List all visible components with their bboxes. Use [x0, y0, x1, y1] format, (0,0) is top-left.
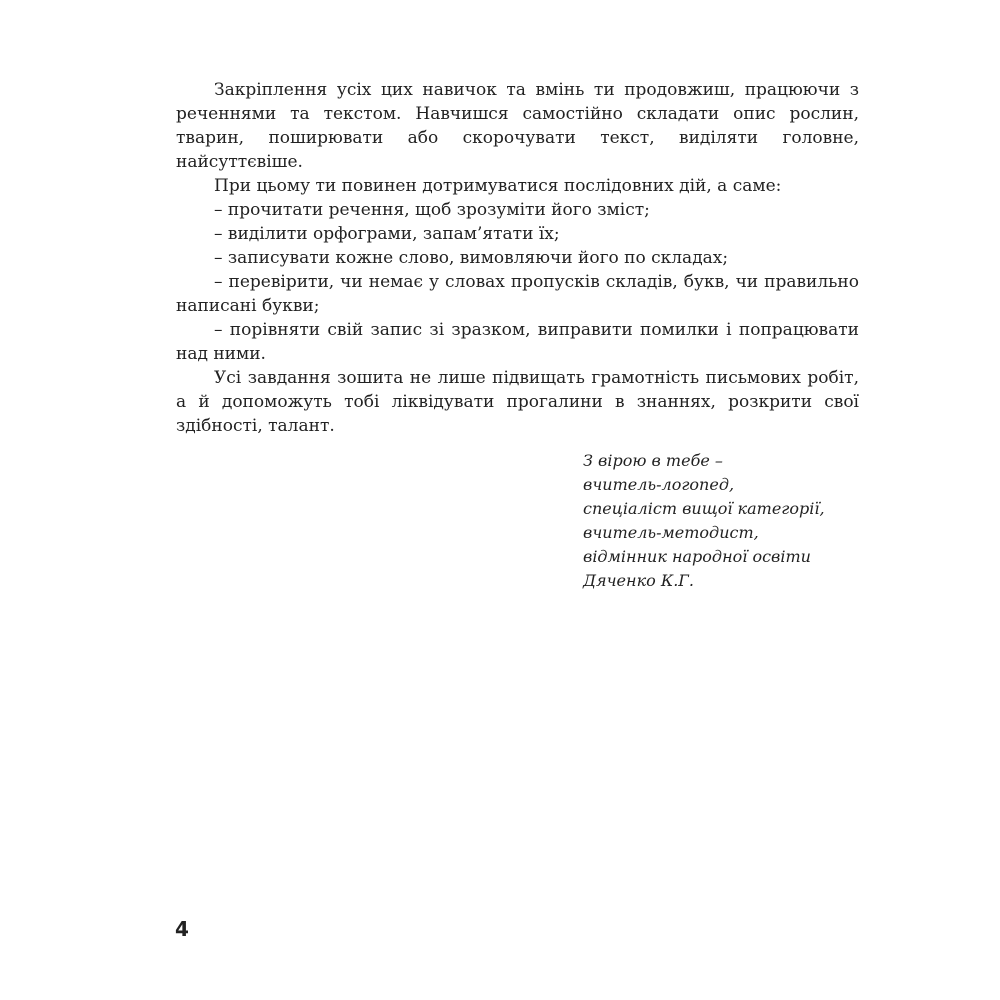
step-item: – перевірити, чи немає у словах пропусків складів, букв, чи правильно написані букви;	[176, 272, 859, 316]
signature-line: відмінник народної освіти	[583, 547, 811, 566]
signature-line: вчитель-логопед,	[583, 475, 735, 494]
signature-line: спеціаліст вищої категорії,	[583, 499, 825, 518]
signature-line: вчитель-методист,	[583, 523, 759, 542]
paragraph-intro: Закріплення усіх цих навичок та вмінь ти продовжиш, працюючи з реченнями та текстом. Навчишся самостійно складати опис рослин, тварин, поширювати або скорочувати текст, виділяти головне, найсуттєвіше.	[176, 80, 859, 172]
paragraph-closing: Усі завдання зошита не лише підвищать грамотність письмових робіт, а й допоможуть тобі ліквідувати прогалини в знаннях, розкрити свої здібності, талант.	[176, 368, 859, 436]
body-text	[176, 78, 859, 438]
step-item: – виділити орфограми, запам’ятати їх;	[214, 224, 560, 244]
signature-line: З вірою в тебе –	[583, 451, 723, 470]
step-item: – порівняти свій запис зі зразком, виправити помилки і попрацювати над ними.	[176, 320, 859, 364]
page-number: 4	[175, 917, 189, 941]
step-item: – прочитати речення, щоб зрозуміти його зміст;	[214, 200, 650, 220]
signature-name: Дяченко К.Г.	[583, 571, 694, 590]
step-item: – записувати кожне слово, вимовляючи його по складах;	[214, 248, 729, 268]
paragraph-steps-intro: При цьому ти повинен дотримуватися послідовних дій, а саме:	[214, 176, 782, 196]
signature-block	[583, 449, 883, 593]
